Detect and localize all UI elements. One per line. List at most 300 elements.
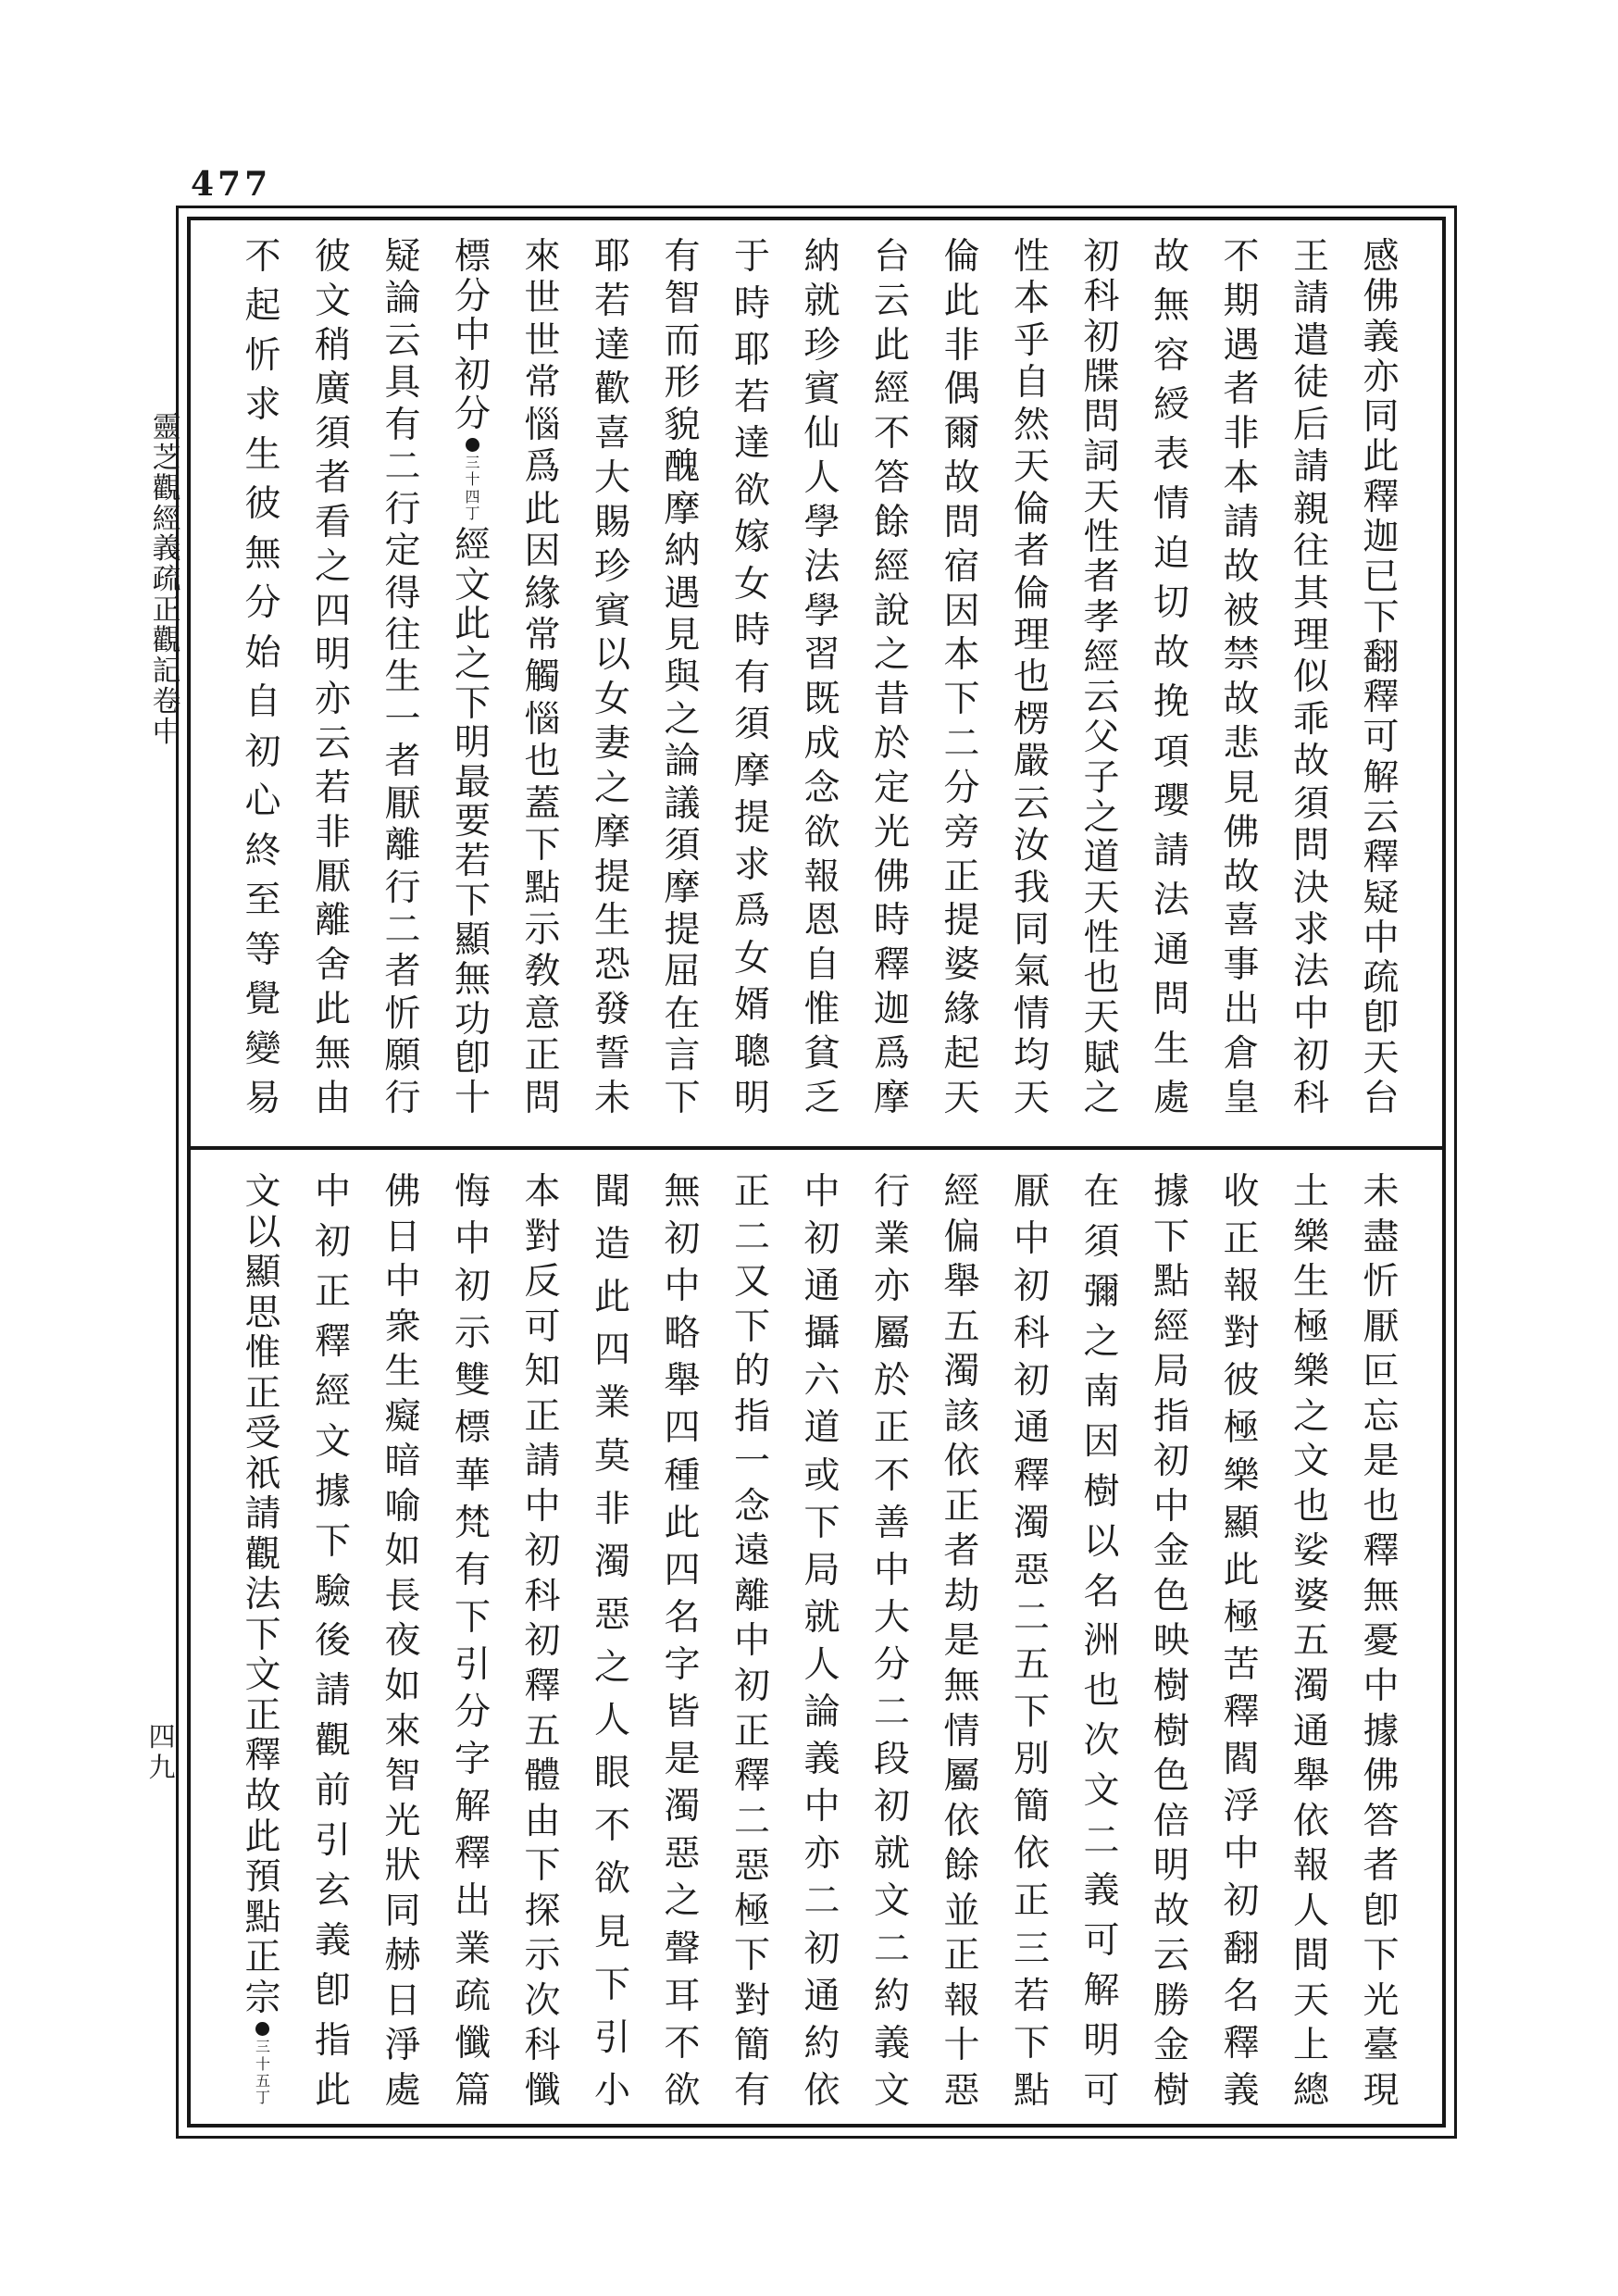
character-glyph: 解	[1083, 1970, 1120, 2012]
character-glyph: 忻	[244, 334, 281, 377]
character-glyph: 行	[384, 1077, 421, 1119]
character-glyph: 賓	[803, 368, 840, 411]
character-glyph: 釋	[1363, 476, 1400, 518]
character-glyph: 迦	[873, 989, 910, 1031]
character-glyph: 云	[1363, 796, 1400, 839]
character-glyph: 就	[803, 280, 840, 322]
character-glyph: 初	[314, 1220, 351, 1263]
character-glyph: 云	[384, 319, 421, 362]
character-glyph: 此	[524, 488, 561, 530]
character-glyph: 名	[664, 1596, 701, 1639]
character-glyph: 問	[1152, 979, 1189, 1021]
character-glyph: 依	[1013, 1833, 1050, 1876]
character-glyph: 瓔	[1152, 780, 1189, 823]
character-glyph: 科	[1013, 1313, 1050, 1355]
character-glyph: 正	[943, 855, 980, 898]
character-glyph: 日	[384, 1979, 421, 2022]
text-column	[382, 236, 423, 1119]
character-glyph: 請	[1152, 830, 1189, 872]
character-glyph: 受	[244, 1413, 281, 1455]
character-glyph: 義	[873, 2022, 910, 2065]
text-column	[243, 1171, 283, 2109]
character-glyph: 一	[384, 698, 421, 741]
character-glyph: 光	[384, 1800, 421, 1842]
character-glyph: 項	[1152, 730, 1189, 773]
character-glyph: 無	[943, 1666, 980, 1708]
character-glyph: 中	[1363, 917, 1400, 959]
character-glyph: 容	[1152, 334, 1189, 377]
character-glyph: 經	[873, 368, 910, 411]
character-glyph: 而	[664, 319, 701, 362]
character-glyph: 定	[384, 530, 421, 573]
character-glyph: 喜	[1223, 900, 1260, 942]
character-glyph: 偶	[943, 368, 980, 411]
text-column	[732, 1171, 773, 2112]
character-glyph: 習	[803, 634, 840, 677]
character-glyph: 樂	[1223, 1454, 1260, 1497]
character-glyph: 丁	[255, 2089, 270, 2107]
character-glyph: 恩	[803, 900, 840, 942]
character-glyph: 聞	[593, 1171, 630, 1213]
character-glyph: 義	[1223, 2069, 1260, 2112]
character-glyph: 厭	[1013, 1171, 1050, 1213]
character-glyph: 有	[733, 656, 770, 699]
character-glyph: 非	[314, 811, 351, 854]
text-column	[592, 1171, 633, 2112]
character-glyph: 約	[803, 2022, 840, 2065]
character-glyph: 經	[454, 525, 491, 568]
character-glyph: 有	[384, 404, 421, 446]
character-glyph: 惱	[524, 698, 561, 741]
character-glyph: 正	[1013, 1880, 1050, 1923]
character-glyph: 上	[1292, 2025, 1329, 2067]
character-glyph: 以	[1083, 1520, 1120, 1563]
character-glyph: 指	[1152, 1395, 1189, 1438]
character-glyph: 宗	[244, 1977, 281, 2019]
character-glyph: 惡	[733, 1845, 770, 1888]
character-glyph: 彼	[244, 483, 281, 526]
character-glyph: 文	[873, 2069, 910, 2112]
character-glyph: 對	[1223, 1313, 1260, 1355]
character-glyph: 喜	[593, 413, 630, 455]
character-glyph: 理	[1292, 614, 1329, 656]
character-glyph: 樂	[1292, 1216, 1329, 1258]
character-glyph: 臺	[1363, 2025, 1400, 2067]
character-glyph: 中	[803, 1786, 840, 1828]
character-glyph: 自	[244, 681, 281, 724]
character-glyph: 易	[244, 1077, 281, 1119]
character-glyph: 金	[1152, 1530, 1189, 1573]
character-glyph: 云	[1152, 1935, 1189, 1978]
character-glyph: 最	[454, 761, 491, 804]
character-glyph: 簡	[733, 2025, 770, 2067]
character-glyph: 勝	[1152, 1979, 1189, 2022]
character-glyph: 女	[593, 679, 630, 721]
character-glyph: 厭	[1363, 1305, 1400, 1348]
character-glyph: 觀	[314, 1720, 351, 1763]
character-glyph: 閻	[1223, 1739, 1260, 1781]
character-glyph: 下	[664, 1077, 701, 1119]
character-glyph: 論	[664, 741, 701, 783]
character-glyph: 稍	[314, 324, 351, 367]
character-glyph: 明	[314, 634, 351, 677]
character-glyph: 雙	[454, 1360, 491, 1403]
character-glyph: 故	[244, 1775, 281, 1817]
text-column	[592, 236, 633, 1119]
character-glyph: 初	[733, 1666, 770, 1708]
character-glyph: 之	[1083, 1077, 1120, 1119]
character-glyph: 分	[454, 393, 491, 436]
character-glyph: 記	[152, 654, 181, 688]
character-glyph: 緣	[524, 572, 561, 615]
text-column	[1012, 1171, 1052, 2112]
character-glyph: 經	[1152, 1305, 1189, 1348]
character-glyph: 求	[733, 843, 770, 886]
character-glyph: 卽	[314, 1970, 351, 2012]
character-glyph: 的	[733, 1351, 770, 1393]
character-glyph: 通	[1013, 1407, 1050, 1450]
character-glyph: 舍	[314, 944, 351, 987]
character-glyph: 日	[384, 1216, 421, 1258]
character-glyph: 此	[314, 2069, 351, 2112]
character-glyph: 故	[1152, 631, 1189, 674]
character-glyph: 疏	[152, 563, 181, 597]
character-glyph: 人	[803, 1643, 840, 1686]
character-glyph: 驗	[314, 1570, 351, 1613]
character-glyph: 憂	[1363, 1620, 1400, 1663]
character-glyph: 點	[524, 867, 561, 909]
character-glyph: 指	[314, 2019, 351, 2062]
character-glyph: 離	[384, 825, 421, 867]
character-glyph: 形	[664, 362, 701, 405]
character-glyph: 造	[593, 1224, 630, 1267]
character-glyph: 此	[943, 280, 980, 322]
character-glyph: 文	[873, 1880, 910, 1923]
character-glyph: 初	[1083, 316, 1120, 358]
section-top-columns	[191, 220, 1442, 1146]
character-glyph: 出	[1223, 989, 1260, 1031]
text-column	[662, 1171, 703, 2112]
character-glyph: 下	[593, 1964, 630, 2006]
character-glyph: 情	[943, 1710, 980, 1753]
character-glyph: 二	[873, 1691, 910, 1734]
character-glyph: 之	[593, 1646, 630, 1689]
character-glyph: 文	[244, 1654, 281, 1697]
character-glyph: 道	[803, 1407, 840, 1450]
character-glyph: 未	[1363, 1171, 1400, 1213]
character-glyph: 后	[1292, 404, 1329, 446]
character-glyph: 之	[664, 1880, 701, 1923]
character-glyph: 生	[244, 433, 281, 476]
character-glyph: 天	[1363, 1037, 1400, 1079]
character-glyph: 此	[593, 1277, 630, 1319]
character-glyph: 舉	[664, 1360, 701, 1403]
text-column	[1291, 1171, 1332, 2112]
character-glyph: 釋	[1363, 837, 1400, 880]
character-glyph: 心	[244, 780, 281, 823]
character-glyph: 總	[1292, 2069, 1329, 2112]
character-glyph: 初	[454, 1266, 491, 1308]
character-glyph: 誓	[593, 1032, 630, 1075]
character-glyph: 經	[314, 1370, 351, 1413]
character-glyph: 二	[733, 1800, 770, 1842]
character-glyph: 遇	[1223, 324, 1260, 367]
character-glyph: 起	[244, 285, 281, 328]
character-glyph: 因	[524, 530, 561, 573]
character-glyph: 二	[1013, 1596, 1050, 1639]
character-glyph: 正	[733, 1171, 770, 1213]
character-glyph: 妻	[593, 723, 630, 766]
character-glyph: 五	[943, 1305, 980, 1348]
character-glyph: 通	[1292, 1710, 1329, 1753]
character-glyph: 法	[1292, 951, 1329, 993]
character-glyph: 華	[454, 1454, 491, 1497]
character-glyph: 四	[593, 1329, 630, 1372]
character-glyph: 法	[803, 545, 840, 588]
character-glyph: 問	[1292, 825, 1329, 867]
character-glyph: 中	[664, 1266, 701, 1308]
character-glyph: 舉	[1292, 1755, 1329, 1798]
character-glyph: 求	[244, 384, 281, 427]
character-glyph: 明	[1083, 2019, 1120, 2062]
character-glyph: 樹	[1152, 1710, 1189, 1753]
leaf-note-bullet-icon	[255, 2022, 269, 2036]
character-glyph: 初	[1152, 1441, 1189, 1483]
character-glyph: 故	[943, 457, 980, 500]
character-glyph: 天	[1083, 997, 1120, 1040]
character-glyph: 也	[1013, 656, 1050, 699]
text-column	[662, 236, 703, 1119]
text-column	[1221, 236, 1262, 1119]
character-glyph: 極	[1292, 1305, 1329, 1348]
character-glyph: 佛	[1223, 811, 1260, 854]
character-glyph: 忻	[1363, 1261, 1400, 1304]
character-glyph: 下	[733, 1935, 770, 1978]
character-glyph: 此	[454, 604, 491, 646]
character-glyph: 須	[664, 825, 701, 867]
character-glyph: 分	[943, 767, 980, 809]
section-bottom-columns	[191, 1150, 1442, 2124]
character-glyph: 者	[1013, 530, 1050, 573]
character-glyph: 篇	[454, 2069, 491, 2112]
character-glyph: 觀	[244, 1533, 281, 1576]
text-column	[941, 236, 982, 1119]
character-glyph: 欲	[733, 469, 770, 512]
character-glyph: 事	[1223, 944, 1260, 987]
character-glyph: 下	[454, 1596, 491, 1639]
character-glyph: 文	[1292, 1441, 1329, 1483]
interlinear-leaf-note	[465, 438, 479, 523]
character-glyph: 表	[1152, 433, 1189, 476]
character-glyph: 三	[1013, 1928, 1050, 1970]
character-glyph: 光	[1363, 1979, 1400, 2022]
character-glyph: 依	[803, 2069, 840, 2112]
character-glyph: 父	[1083, 717, 1120, 759]
character-glyph: 摩	[873, 1077, 910, 1119]
character-glyph: 此	[314, 989, 351, 1031]
character-glyph: 可	[1083, 2069, 1120, 2112]
character-glyph: 喻	[384, 1485, 421, 1528]
character-glyph: 看	[314, 501, 351, 543]
character-glyph: 間	[1292, 1935, 1329, 1978]
character-glyph: 通	[803, 1975, 840, 2017]
character-glyph: 樹	[1083, 1470, 1120, 1513]
character-glyph: 期	[1223, 280, 1260, 322]
character-glyph: 之	[1083, 796, 1120, 839]
text-column	[382, 1171, 423, 2112]
character-glyph: 濁	[593, 1541, 630, 1583]
character-glyph: 乏	[803, 1077, 840, 1119]
character-glyph: 醜	[664, 446, 701, 489]
character-glyph: 暗	[384, 1441, 421, 1483]
character-glyph: 台	[1363, 1077, 1400, 1119]
character-glyph: 台	[873, 236, 910, 278]
character-glyph: 釋	[524, 1666, 561, 1708]
text-column	[1012, 236, 1052, 1119]
character-glyph: 分	[244, 582, 281, 625]
character-glyph: 天	[943, 1077, 980, 1119]
character-glyph: 四	[465, 487, 480, 505]
character-glyph: 故	[1152, 1890, 1189, 1932]
character-glyph: 摩	[664, 867, 701, 909]
character-glyph: 楞	[1013, 698, 1050, 741]
character-glyph: 下	[1363, 1935, 1400, 1978]
character-glyph: 濁	[1013, 1502, 1050, 1544]
text-column	[802, 236, 842, 1119]
text-column	[1081, 1171, 1122, 2112]
character-glyph: 歡	[593, 368, 630, 411]
character-glyph: 釋	[314, 1320, 351, 1363]
character-glyph: 問	[1083, 396, 1120, 439]
character-glyph: 感	[1363, 236, 1400, 278]
character-glyph: 在	[664, 992, 701, 1035]
character-glyph: 意	[524, 992, 561, 1035]
character-glyph: 請	[1223, 501, 1260, 543]
character-glyph: 觸	[524, 656, 561, 699]
text-column	[1221, 1171, 1262, 2112]
character-glyph: 云	[1083, 677, 1120, 719]
character-glyph: 有	[733, 2069, 770, 2112]
character-glyph: 明	[454, 722, 491, 765]
text-column	[1151, 1171, 1192, 2112]
character-glyph: 舉	[943, 1261, 980, 1304]
character-glyph: 既	[803, 679, 840, 721]
character-glyph: 初	[873, 1786, 910, 1828]
character-glyph: 極	[1223, 1407, 1260, 1450]
character-glyph: 倍	[1152, 1800, 1189, 1842]
character-glyph: 中	[314, 1171, 351, 1213]
character-glyph: 解	[454, 1786, 491, 1828]
character-glyph: 依	[943, 1441, 980, 1483]
character-glyph: 耳	[664, 1975, 701, 2017]
character-glyph: 科	[1292, 1077, 1329, 1119]
character-glyph: 正	[943, 1935, 980, 1978]
character-glyph: 旁	[943, 811, 980, 854]
character-glyph: 於	[873, 1360, 910, 1403]
character-glyph: 議	[664, 782, 701, 825]
character-glyph: 大	[593, 457, 630, 500]
character-glyph: 始	[244, 631, 281, 674]
character-glyph: 反	[524, 1261, 561, 1304]
character-glyph: 彌	[1083, 1270, 1120, 1313]
character-glyph: 可	[1083, 1920, 1120, 1963]
character-glyph: 不	[664, 2022, 701, 2065]
character-glyph: 者	[1223, 368, 1260, 411]
character-glyph: 至	[244, 880, 281, 922]
character-glyph: 分	[454, 275, 491, 318]
character-glyph: 下	[524, 825, 561, 867]
character-glyph: 忻	[384, 992, 421, 1035]
character-glyph: 言	[664, 1035, 701, 1078]
character-glyph: 遠	[733, 1530, 770, 1573]
character-glyph: 爲	[524, 446, 561, 489]
character-glyph: 同	[384, 1890, 421, 1932]
character-glyph: 屬	[943, 1755, 980, 1798]
character-glyph: 疑	[384, 236, 421, 278]
character-glyph: 其	[1292, 572, 1329, 615]
character-glyph: 科	[524, 2025, 561, 2067]
character-glyph: 佛	[1363, 1755, 1400, 1798]
text-column	[313, 1171, 354, 2112]
character-glyph: 梵	[454, 1502, 491, 1544]
character-glyph: 芝	[152, 441, 181, 475]
character-glyph: 科	[524, 1575, 561, 1617]
character-glyph: 迫	[1152, 532, 1189, 575]
character-glyph: 報	[803, 855, 840, 898]
character-glyph: 濁	[943, 1351, 980, 1393]
character-glyph: 請	[244, 1493, 281, 1536]
text-column	[1361, 1171, 1401, 2112]
character-glyph: 十	[255, 2054, 270, 2073]
character-glyph: 分	[873, 1643, 910, 1686]
character-glyph: 丁	[465, 505, 480, 523]
character-glyph: 珍	[593, 545, 630, 588]
character-glyph: 惡	[664, 1833, 701, 1876]
character-glyph: 以	[244, 1211, 281, 1254]
character-glyph: 人	[593, 1700, 630, 1742]
text-column	[1151, 236, 1192, 1119]
character-glyph: 局	[803, 1549, 840, 1591]
character-glyph: 也	[524, 741, 561, 783]
character-glyph: 初	[244, 730, 281, 773]
character-glyph: 長	[384, 1575, 421, 1617]
character-glyph: 欲	[593, 1858, 630, 1901]
text-column	[872, 1171, 913, 2112]
text-frame-inner-border	[187, 217, 1446, 2128]
character-glyph: 中	[384, 1261, 421, 1304]
character-glyph: 分	[454, 1691, 491, 1734]
character-glyph: 通	[1152, 929, 1189, 971]
text-column	[872, 236, 913, 1119]
character-glyph: 須	[314, 413, 351, 455]
character-glyph: 自	[803, 944, 840, 987]
character-glyph: 情	[1013, 992, 1050, 1035]
character-glyph: 理	[1013, 614, 1050, 656]
character-glyph: 爲	[873, 1032, 910, 1075]
character-glyph: 屈	[664, 951, 701, 993]
character-glyph: 學	[803, 501, 840, 543]
character-glyph: 敎	[524, 951, 561, 993]
character-glyph: 在	[1083, 1171, 1120, 1213]
interlinear-leaf-note	[255, 2022, 270, 2107]
character-glyph: 嚴	[1013, 741, 1050, 783]
character-glyph: 不	[1223, 236, 1260, 278]
character-glyph: 中	[454, 315, 491, 357]
character-glyph: 玄	[314, 1870, 351, 1913]
character-glyph: 別	[1013, 1739, 1050, 1781]
character-glyph: 下	[943, 679, 980, 721]
character-glyph: 請	[524, 1441, 561, 1483]
